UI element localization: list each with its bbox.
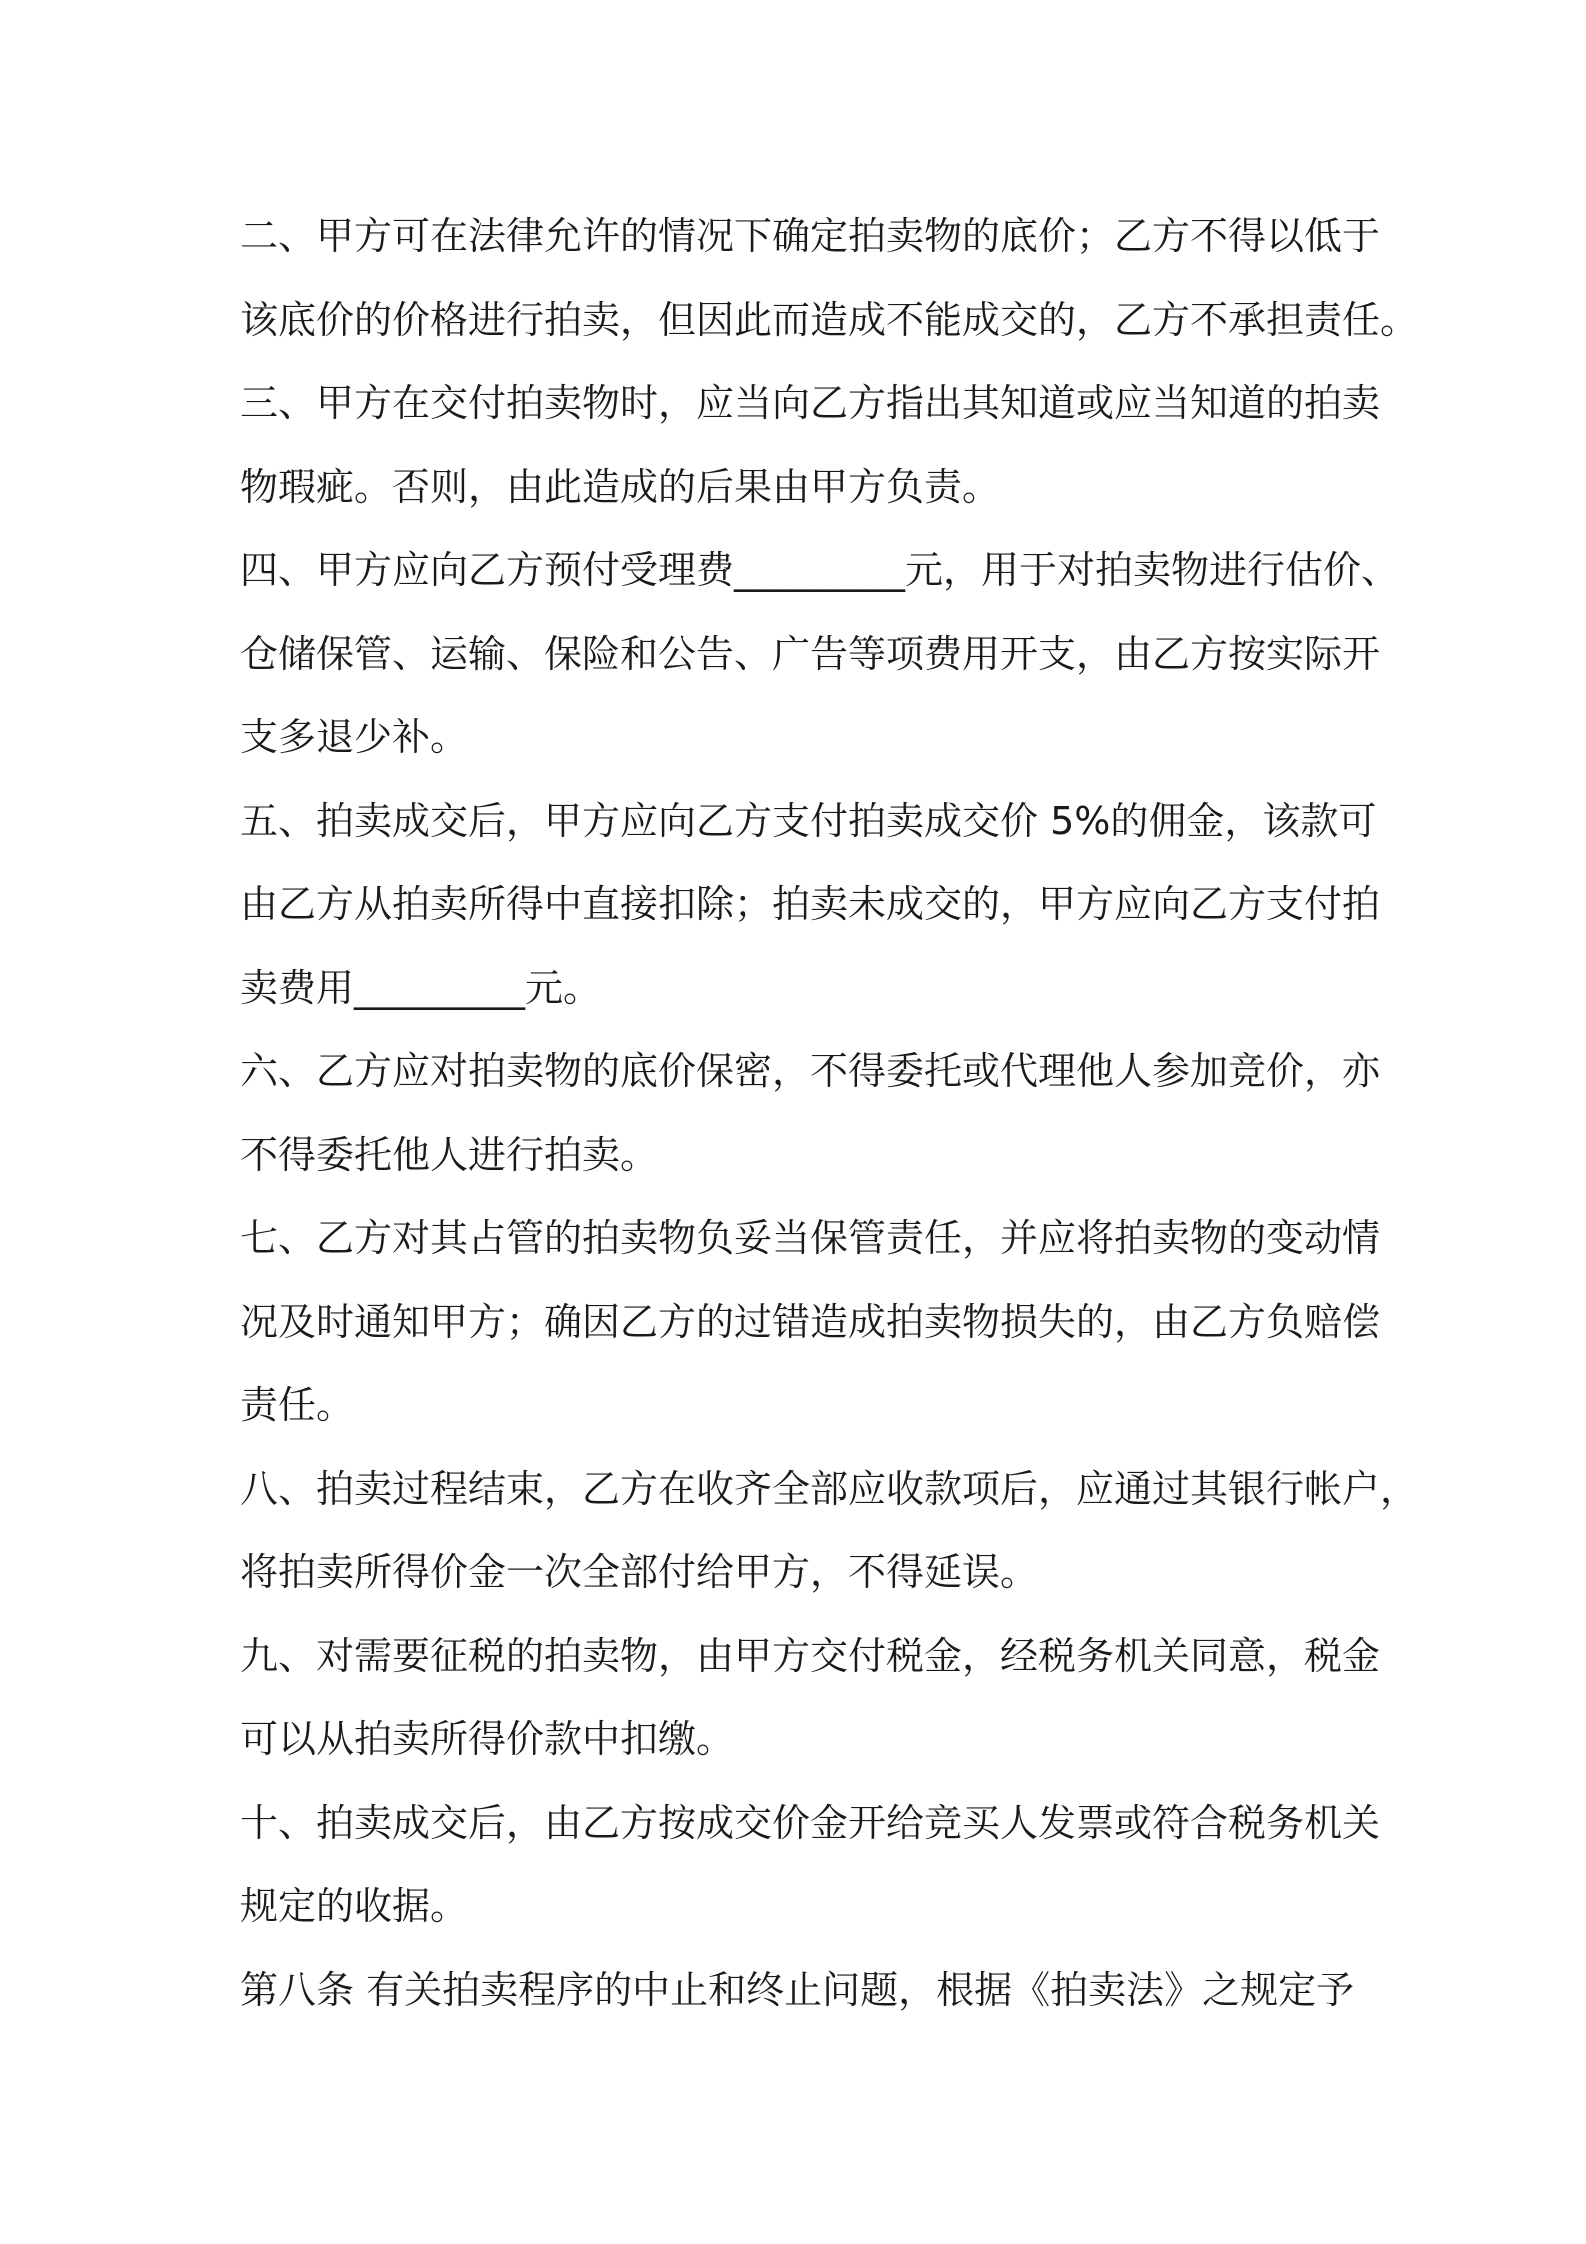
text-line: 六、乙方应对拍卖物的底价保密，不得委托或代理他人参加竞价，亦 [240,1049,1381,1093]
text-line: 该底价的价格进行拍卖，但因此而造成不能成交的，乙方不承担责任。 [240,297,1419,342]
text-line: 况及时通知甲方；确因乙方的过错造成拍卖物损失的，由乙方负赔偿 [240,1299,1381,1344]
text-line: 物瑕疵。否则，由此造成的后果由甲方负责。 [240,464,1001,509]
text-line: 支多退少补。 [240,715,469,759]
text-line: 第八条 有关拍卖程序的中止和终止问题，根据《拍卖法》之规定予 [240,1967,1355,2012]
text-line: 三、甲方在交付拍卖物时，应当向乙方指出其知道或应当知道的拍卖 [240,381,1381,425]
text-line: 二、甲方可在法律允许的情况下确定拍卖物的底价；乙方不得以低于 [240,214,1381,258]
text-line: 七、乙方对其占管的拍卖物负妥当保管责任，并应将拍卖物的变动情 [240,1216,1381,1260]
text-line: 由乙方从拍卖所得中直接扣除；拍卖未成交的，甲方应向乙方支付拍 [240,882,1381,926]
text-line: 八、拍卖过程结束，乙方在收齐全部应收款项后，应通过其银行帐户， [240,1466,1419,1511]
text-line: 九、对需要征税的拍卖物，由甲方交付税金，经税务机关同意，税金 [240,1633,1381,1678]
text-line: 规定的收据。 [240,1884,469,1928]
text-line: 不得委托他人进行拍卖。 [240,1132,659,1177]
text-line: 责任。 [240,1383,355,1427]
text-line: 四、甲方应向乙方预付受理费_________元，用于对拍卖物进行估价、 [240,548,1400,592]
document-body [240,195,1419,2032]
text-line: 卖费用_________元。 [240,965,602,1010]
text-line: 五、拍卖成交后，甲方应向乙方支付拍卖成交价 5%的佣金，该款可 [240,798,1377,843]
text-line: 十、拍卖成交后，由乙方按成交价金开给竞买人发票或符合税务机关 [240,1800,1381,1845]
text-line: 将拍卖所得价金一次全部付给甲方，不得延误。 [240,1550,1039,1594]
text-line: 仓储保管、运输、保险和公告、广告等项费用开支，由乙方按实际开 [240,631,1381,676]
text-line: 可以从拍卖所得价款中扣缴。 [240,1717,735,1761]
